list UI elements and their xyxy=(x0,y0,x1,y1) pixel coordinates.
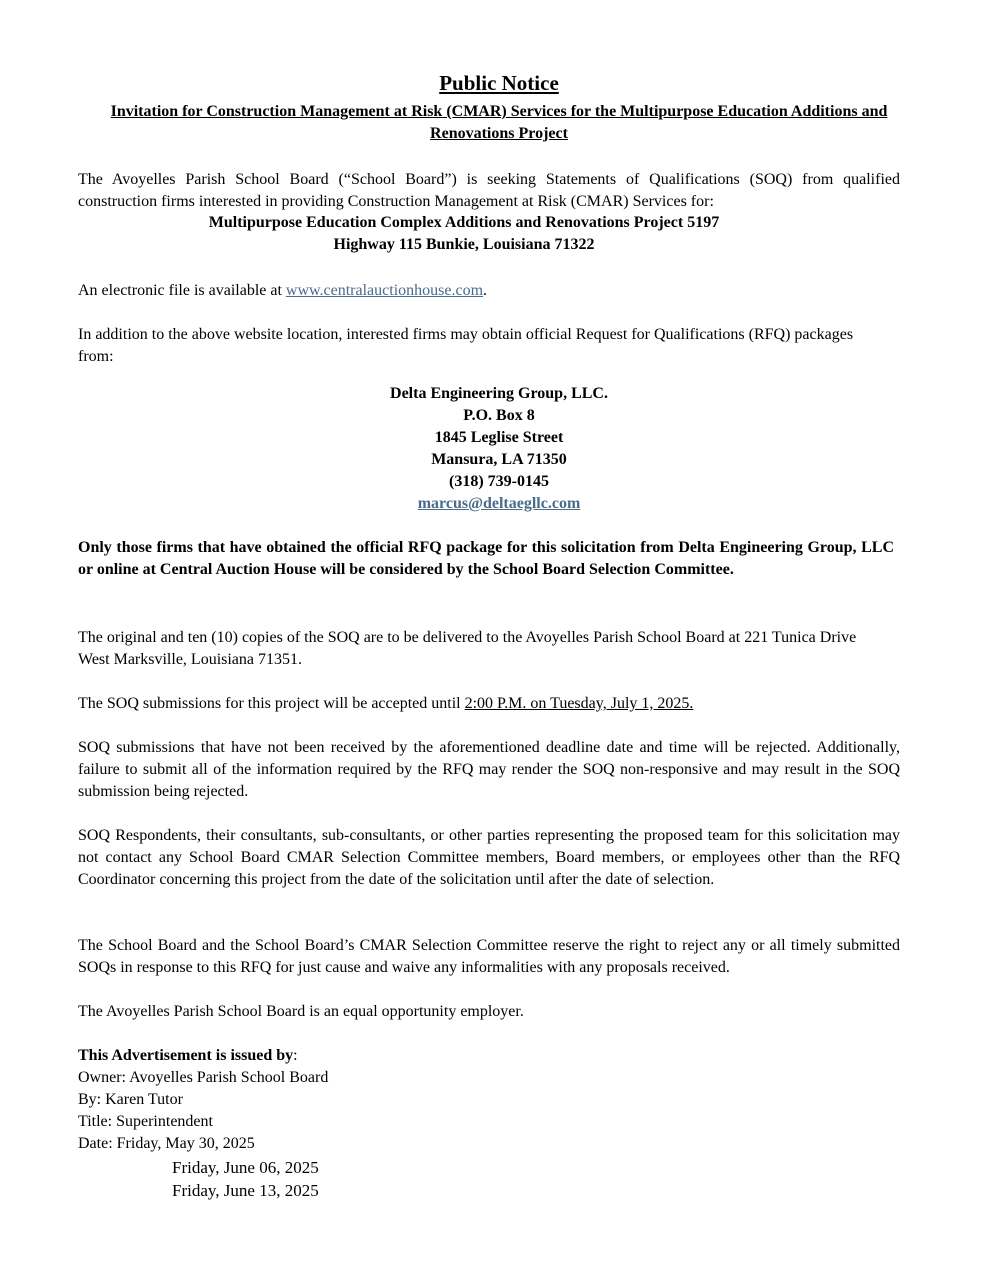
project-name: Multipurpose Education Complex Additions and Renovations Project 5197 xyxy=(208,214,720,231)
equal-opportunity-statement: The Avoyelles Parish School Board is an equal opportunity employer. xyxy=(78,1003,524,1020)
contact-po-box: P.O. Box 8 xyxy=(463,407,535,424)
contact-city: Mansura, LA 71350 xyxy=(431,451,567,468)
issued-by: By: Karen Tutor xyxy=(78,1091,183,1108)
issued-by-heading: This Advertisement is issued by xyxy=(78,1047,294,1064)
deadline-text: The SOQ submissions for this project will be accepted until xyxy=(78,695,465,712)
page-title: Public Notice xyxy=(439,71,559,95)
rfq-packages-paragraph: In addition to the above website location, interested firms may obtain official Request for Qualifications (RFQ) packages from: xyxy=(78,326,854,365)
contact-company: Delta Engineering Group, LLC. xyxy=(390,385,608,402)
electronic-file-paragraph xyxy=(78,280,900,302)
issued-owner: Owner: Avoyelles Parish School Board xyxy=(78,1069,329,1086)
electronic-file-text: An electronic file is available at xyxy=(78,282,286,299)
issued-date-3: Friday, June 13, 2025 xyxy=(172,1181,319,1200)
reserve-right-paragraph: The School Board and the School Board’s CMAR Selection Committee reserve the right to reject any or all timely submitted SOQs in response to this RFQ for just cause and waive any informalities with any proposals received. xyxy=(78,937,900,976)
issued-by-colon: : xyxy=(293,1047,298,1064)
contact-street: 1845 Leglise Street xyxy=(434,429,564,446)
notice-subtitle: Invitation for Construction Management at Risk (CMAR) Services for the Multipurpose Education Additions and Renovations Project xyxy=(110,103,888,142)
issued-by-heading-row xyxy=(78,1045,298,1067)
issued-date-2: Friday, June 06, 2025 xyxy=(172,1158,319,1177)
contact-restriction-paragraph: SOQ Respondents, their consultants, sub‑consultants, or other parties representing the proposed team for this solicitation may not contact any School Board CMAR Selection Committee members, Board members, or employees other than the RFQ Coordinator concerning this project from the date of the solicitation until after the date of selection. xyxy=(78,827,900,888)
central-auction-link[interactable]: www.centralauctionhouse.com xyxy=(285,282,484,299)
copies-paragraph: The original and ten (10) copies of the SOQ are to be delivered to the Avoyelles Parish School Board at 221 Tunica Drive West Marksville, Louisiana 71351. xyxy=(78,629,857,668)
contact-email-row xyxy=(0,493,998,515)
rejection-paragraph: SOQ submissions that have not been received by the aforementioned deadline date and time will be rejected. Additionally, failure to submit all of the information required by the RFQ may render the SOQ non‑responsive and may result in the SOQ submission being rejected. xyxy=(78,739,900,800)
intro-paragraph: The Avoyelles Parish School Board (“School Board”) is seeking Statements of Qualifications (SOQ) from qualified construction firms interested in providing Construction Management at Risk (CMAR) Services for: xyxy=(78,171,900,210)
only-firms-paragraph: Only those firms that have obtained the official RFQ package for this solicitation from Delta Engineering Group, LLC or online at Central Auction House will be considered by the School Board Selection Committee. xyxy=(78,539,894,578)
contact-email-link[interactable]: marcus@deltaegllc.com xyxy=(417,495,581,512)
electronic-file-suffix: . xyxy=(483,282,488,299)
issued-title: Title: Superintendent xyxy=(78,1113,213,1130)
issued-date-1: Date: Friday, May 30, 2025 xyxy=(78,1135,255,1152)
project-location: Highway 115 Bunkie, Louisiana 71322 xyxy=(333,236,595,253)
deadline-paragraph xyxy=(78,693,900,715)
contact-phone: (318) 739-0145 xyxy=(449,473,549,490)
deadline-date: 2:00 P.M. on Tuesday, July 1, 2025. xyxy=(464,695,694,712)
